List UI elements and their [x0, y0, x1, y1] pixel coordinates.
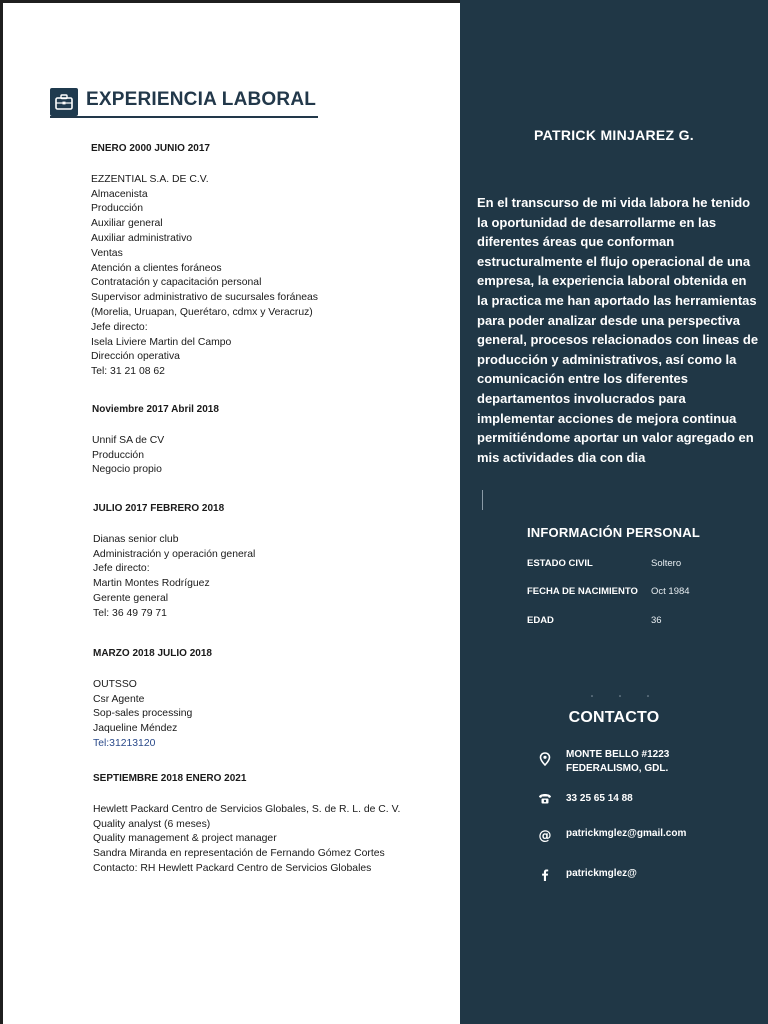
- email-text[interactable]: patrickmglez@gmail.com: [566, 828, 687, 839]
- text-line: Jaqueline Méndez: [93, 723, 178, 735]
- experience-section-header: [50, 86, 320, 118]
- text-line: Sandra Miranda en representación de Fernando Gómez Cortes: [93, 848, 385, 860]
- info-value: Soltero: [651, 558, 682, 569]
- job-details: [92, 434, 219, 478]
- svg-text:@: @: [538, 828, 552, 842]
- text-line: Tel: 36 49 79 71: [93, 607, 167, 619]
- job-entry-4: [93, 647, 212, 752]
- text-line: la practica me han aportado las herramientas: [477, 292, 757, 308]
- text-line: Tel:31213120: [93, 737, 156, 749]
- text-line: (Morelia, Uruapan, Querétaro, cdmx y Veracruz): [91, 306, 313, 318]
- text-line: Hewlett Packard Centro de Servicios Globales, S. de R. L. de C. V.: [93, 803, 401, 815]
- text-line: Almacenista: [91, 188, 148, 200]
- text-line: Gerente general: [93, 592, 169, 604]
- briefcase-icon: [50, 88, 78, 116]
- profile-summary: [477, 193, 761, 467]
- text-line: Tel: 31 21 08 62: [91, 366, 165, 378]
- address-line-2: FEDERALISMO, GDL.: [566, 763, 669, 774]
- text-line: Sop-sales processing: [93, 708, 193, 720]
- job-period: Noviembre 2017 Abril 2018: [92, 404, 219, 415]
- text-line: Csr Agente: [93, 693, 145, 705]
- text-line: Quality analyst (6 meses): [93, 818, 211, 830]
- text-line: Contacto: RH Hewlett Packard Centro de Servicios Globales: [93, 862, 372, 874]
- text-line: Auxiliar administrativo: [91, 232, 193, 244]
- text-line: EZZENTIAL S.A. DE C.V.: [91, 173, 209, 185]
- info-value: 36: [651, 615, 662, 626]
- text-line: Unnif SA de CV: [92, 434, 165, 446]
- job-entry-1: [91, 142, 318, 380]
- phone-text: 33 25 65 14 88: [566, 793, 633, 804]
- text-line: En el transcurso de mi vida labora he tenido: [477, 195, 751, 210]
- address-line-1: MONTE BELLO #1223: [566, 749, 670, 760]
- job-period: MARZO 2018 JULIO 2018: [93, 648, 212, 659]
- experience-heading: EXPERIENCIA LABORAL: [86, 89, 317, 110]
- text-line: Quality management & project manager: [93, 833, 277, 845]
- text-line: Contratación y capacitación personal: [91, 277, 262, 289]
- text-line: Producción: [91, 203, 143, 215]
- divider-mark: [482, 490, 483, 510]
- text-line: Negocio propio: [92, 464, 162, 476]
- at-icon: [538, 828, 552, 842]
- text-line: Dianas senior club: [93, 533, 179, 545]
- text-line: general, procesos relacionados con lineas de: [477, 332, 759, 348]
- info-label: ESTADO CIVIL: [527, 558, 593, 569]
- job-period: ENERO 2000 JUNIO 2017: [91, 143, 210, 154]
- text-line: implementar acciones de mejora continua: [477, 410, 737, 426]
- text-line: Jefe directo:: [91, 321, 148, 333]
- info-value: Oct 1984: [651, 586, 690, 597]
- text-line: diferentes áreas que conforman: [477, 234, 675, 250]
- text-line: Producción: [92, 449, 144, 461]
- text-line: Administración y operación general: [93, 548, 256, 560]
- job-period: SEPTIEMBRE 2018 ENERO 2021: [93, 773, 247, 784]
- text-line: estructuralmente el flujo operacional de una: [477, 253, 751, 269]
- job-details: [93, 678, 212, 752]
- text-line: para poder analizar desde una perspectiva: [477, 312, 740, 328]
- job-details: [93, 533, 255, 622]
- heading-underline: [50, 116, 318, 118]
- text-line: comunicación entre los diferentes: [477, 371, 688, 387]
- text-line: la oportunidad de desarrollarme en las: [477, 214, 717, 230]
- info-label: EDAD: [527, 615, 554, 626]
- job-entry-3: [93, 502, 255, 622]
- facebook-icon: [538, 868, 552, 882]
- text-line: permitiéndome aportar un valor agregado en: [477, 430, 754, 446]
- candidate-name: PATRICK MINJAREZ G.: [534, 127, 694, 143]
- location-icon: [538, 752, 552, 766]
- text-line: Auxiliar general: [91, 218, 163, 230]
- text-line: Isela Liviere Martin del Campo: [91, 336, 232, 348]
- text-line: empresa, la experiencia laboral obtenida en: [477, 273, 747, 289]
- text-line: producción y administrativos, así como la: [477, 351, 737, 367]
- job-entry-5: [93, 772, 400, 877]
- text-line: Atención a clientes foráneos: [91, 262, 222, 274]
- personal-info-heading: INFORMACIÓN PERSONAL: [527, 525, 700, 540]
- text-line: Dirección operativa: [91, 351, 180, 363]
- facebook-text[interactable]: patrickmglez@: [566, 868, 637, 879]
- text-line: departamentos involucrados para: [477, 390, 686, 406]
- text-line: Ventas: [91, 247, 123, 259]
- job-details: [91, 173, 318, 380]
- decorative-dots: [590, 695, 650, 697]
- text-line: Jefe directo:: [93, 563, 150, 575]
- phone-icon: [538, 792, 552, 806]
- info-label: FECHA DE NACIMIENTO: [527, 586, 638, 597]
- text-line: mis actividades dia con dia: [477, 449, 646, 465]
- job-details: [93, 803, 400, 877]
- job-period: JULIO 2017 FEBRERO 2018: [93, 503, 225, 514]
- text-line: Supervisor administrativo de sucursales foráneas: [91, 292, 318, 304]
- job-entry-2: [92, 403, 219, 478]
- address-text: [566, 748, 669, 776]
- text-line: Martin Montes Rodríguez: [93, 578, 210, 590]
- profile-panel: [460, 0, 768, 1024]
- text-line: OUTSSO: [93, 678, 137, 690]
- contact-heading: CONTACTO: [568, 709, 660, 726]
